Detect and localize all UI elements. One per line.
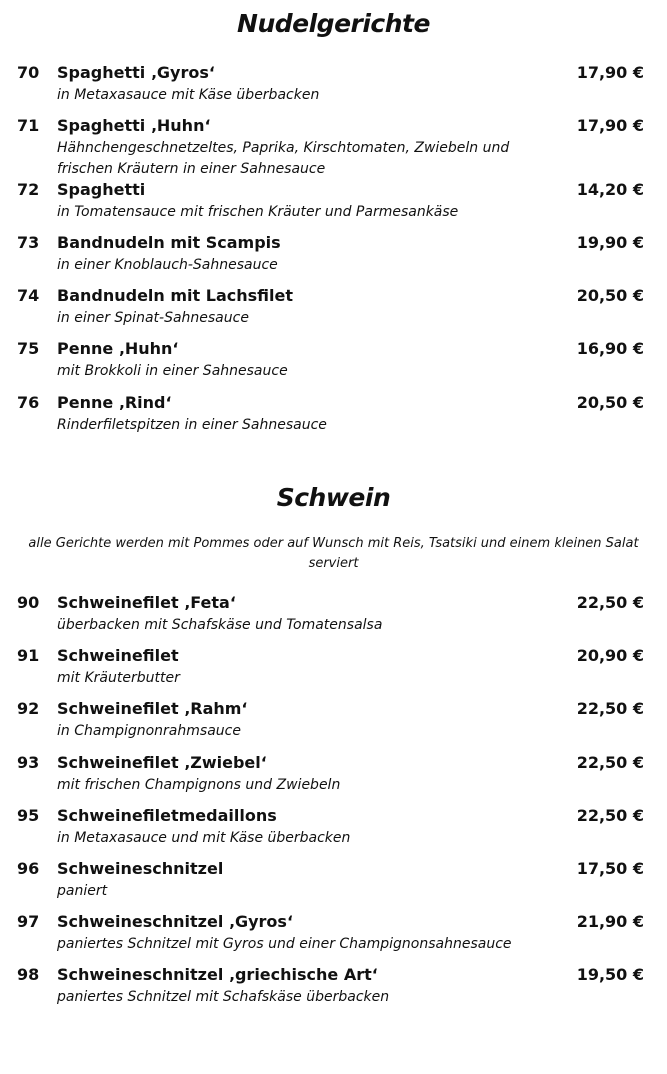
item-description: in einer Spinat-Sahnesauce bbox=[57, 310, 249, 326]
item-number: 73 bbox=[17, 233, 40, 252]
item-number: 71 bbox=[17, 116, 40, 135]
item-name: Spaghetti bbox=[57, 180, 146, 199]
item-name: Schweineschnitzel bbox=[57, 859, 224, 878]
item-number: 70 bbox=[17, 63, 40, 82]
item-price: 19,90 € bbox=[576, 233, 644, 252]
item-price: 22,50 € bbox=[576, 593, 644, 612]
item-number: 74 bbox=[17, 286, 40, 305]
item-number: 91 bbox=[17, 646, 40, 665]
item-number: 93 bbox=[17, 753, 40, 772]
item-name: Spaghetti ‚Gyros‘ bbox=[57, 63, 215, 82]
item-name: Penne ‚Huhn‘ bbox=[57, 339, 179, 358]
item-description: in einer Knoblauch-Sahnesauce bbox=[57, 257, 278, 273]
item-description: Hähnchengeschnetzeltes, Paprika, Kirschtomaten, Zwiebeln und frischen Kräutern in einer Sahnesauce bbox=[57, 140, 510, 177]
section-title-nudelgerichte: Nudelgerichte bbox=[237, 9, 430, 38]
item-number: 90 bbox=[17, 593, 40, 612]
section-title-schwein: Schwein bbox=[276, 483, 391, 512]
item-name: Schweinefilet ‚Zwiebel‘ bbox=[57, 753, 267, 772]
item-number: 97 bbox=[17, 912, 40, 931]
section-note: alle Gerichte werden mit Pommes oder auf Wunsch mit Reis, Tsatsiki und einem kleinen Salat serviert bbox=[28, 536, 639, 571]
item-number: 98 bbox=[17, 965, 40, 984]
item-name: Bandnudeln mit Scampis bbox=[57, 233, 281, 252]
item-name: Schweineschnitzel ‚griechische Art‘ bbox=[57, 965, 378, 984]
item-description: mit frischen Champignons und Zwiebeln bbox=[57, 777, 341, 793]
item-price: 22,50 € bbox=[576, 699, 644, 718]
item-name: Schweinefilet ‚Feta‘ bbox=[57, 593, 236, 612]
item-price: 20,50 € bbox=[576, 393, 644, 412]
item-price: 14,20 € bbox=[576, 180, 644, 199]
item-price: 17,90 € bbox=[576, 63, 644, 82]
item-price: 20,90 € bbox=[576, 646, 644, 665]
item-price: 22,50 € bbox=[576, 806, 644, 825]
item-name: Schweinefiletmedaillons bbox=[57, 806, 277, 825]
item-name: Schweinefilet ‚Rahm‘ bbox=[57, 699, 248, 718]
item-description: in Metaxasauce und mit Käse überbacken bbox=[57, 830, 351, 846]
item-description: paniert bbox=[57, 883, 108, 899]
item-price: 16,90 € bbox=[576, 339, 644, 358]
item-description: mit Kräuterbutter bbox=[57, 670, 180, 686]
item-price: 17,90 € bbox=[576, 116, 644, 135]
item-number: 72 bbox=[17, 180, 40, 199]
item-price: 20,50 € bbox=[576, 286, 644, 305]
item-name: Penne ‚Rind‘ bbox=[57, 393, 172, 412]
item-price: 22,50 € bbox=[576, 753, 644, 772]
item-number: 95 bbox=[17, 806, 40, 825]
item-name: Schweinefilet bbox=[57, 646, 179, 665]
item-description: in Champignonrahmsauce bbox=[57, 723, 241, 739]
item-price: 19,50 € bbox=[576, 965, 644, 984]
item-description: in Metaxasauce mit Käse überbacken bbox=[57, 87, 320, 103]
item-name: Schweineschnitzel ‚Gyros‘ bbox=[57, 912, 294, 931]
item-number: 92 bbox=[17, 699, 40, 718]
item-number: 96 bbox=[17, 859, 40, 878]
item-name: Spaghetti ‚Huhn‘ bbox=[57, 116, 211, 135]
item-number: 76 bbox=[17, 393, 40, 412]
item-description: in Tomatensauce mit frischen Kräuter und Parmesankäse bbox=[57, 204, 459, 220]
item-price: 21,90 € bbox=[576, 912, 644, 931]
item-name: Bandnudeln mit Lachsfilet bbox=[57, 286, 293, 305]
item-description: mit Brokkoli in einer Sahnesauce bbox=[57, 363, 288, 379]
item-description: paniertes Schnitzel mit Schafskäse überbacken bbox=[57, 989, 390, 1005]
item-description: überbacken mit Schafskäse und Tomatensalsa bbox=[57, 617, 383, 633]
item-description: Rinderfiletspitzen in einer Sahnesauce bbox=[57, 417, 327, 433]
item-description: paniertes Schnitzel mit Gyros und einer Champignonsahnesauce bbox=[57, 936, 512, 952]
item-price: 17,50 € bbox=[576, 859, 644, 878]
item-number: 75 bbox=[17, 339, 40, 358]
